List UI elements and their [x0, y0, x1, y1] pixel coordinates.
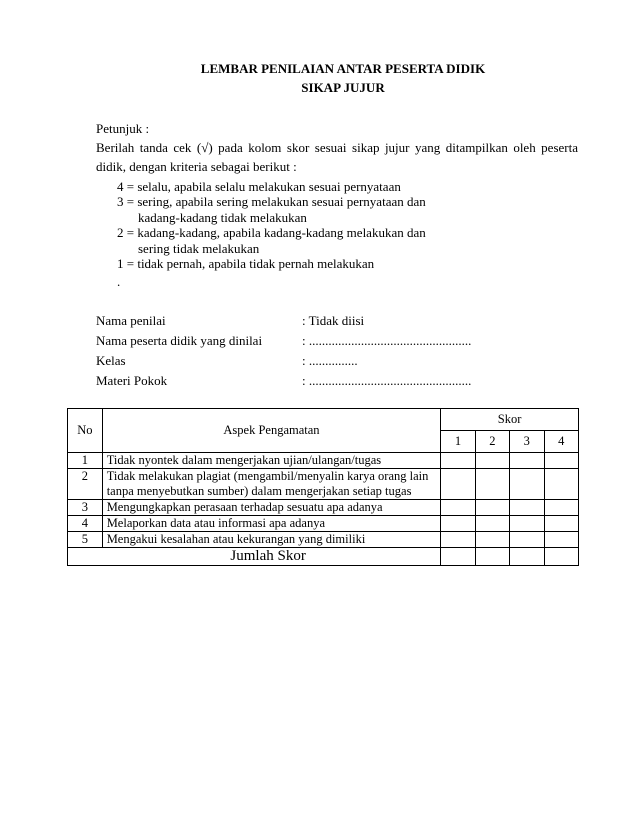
- score-cell[interactable]: [544, 532, 579, 548]
- info-label: Kelas: [96, 353, 126, 368]
- criteria-line-continued: kadang-kadang tidak melakukan: [138, 210, 307, 225]
- info-value: : ..................................................: [302, 333, 472, 348]
- total-row: [68, 548, 579, 566]
- instructions-label: Petunjuk :: [96, 121, 150, 136]
- row-no: 1: [68, 453, 103, 469]
- row-no: 2: [68, 469, 103, 500]
- criteria-line: 2 = kadang-kadang, apabila kadang-kadang melakukan dan: [117, 225, 426, 240]
- instructions-text: Berilah tanda cek (√) pada kolom skor sesuai sikap jujur yang ditampilkan oleh peserta didik, dengan kriteria sebagai berikut :: [96, 140, 578, 174]
- table-row: [68, 500, 579, 516]
- total-score-cell[interactable]: [510, 548, 544, 566]
- score-cell[interactable]: [510, 500, 544, 516]
- score-cell[interactable]: [441, 532, 475, 548]
- info-row-assessor: [96, 311, 364, 331]
- row-aspect: Tidak nyontek dalam mengerjakan ujian/ulangan/tugas: [102, 453, 441, 469]
- criteria-line-continued: sering tidak melakukan: [138, 241, 260, 256]
- score-cell[interactable]: [510, 516, 544, 532]
- info-value: : ..................................................: [302, 373, 472, 388]
- score-cell[interactable]: [544, 469, 579, 500]
- score-cell[interactable]: [510, 469, 544, 500]
- info-label: Nama penilai: [96, 313, 166, 328]
- info-row-student: [96, 331, 471, 351]
- total-label: Jumlah Skor: [68, 548, 441, 566]
- score-cell[interactable]: [475, 453, 509, 469]
- info-row-subject: [96, 371, 471, 391]
- score-cell[interactable]: [510, 532, 544, 548]
- row-no: 4: [68, 516, 103, 532]
- header-no: No: [68, 409, 103, 453]
- trailing-dot: .: [117, 274, 121, 289]
- criteria-line: 3 = sering, apabila sering melakukan sesuai pernyataan dan: [117, 194, 426, 209]
- header-score-col: 3: [510, 431, 544, 453]
- criteria-item: [117, 256, 374, 272]
- score-cell[interactable]: [544, 500, 579, 516]
- header-score-col: 4: [544, 431, 579, 453]
- score-cell[interactable]: [441, 469, 475, 500]
- table-row: [68, 516, 579, 532]
- header-score-col: 1: [441, 431, 475, 453]
- total-score-cell[interactable]: [441, 548, 475, 566]
- score-cell[interactable]: [475, 469, 509, 500]
- header-aspect: Aspek Pengamatan: [102, 409, 441, 453]
- table-row: [68, 453, 579, 469]
- row-no: 3: [68, 500, 103, 516]
- score-cell[interactable]: [441, 453, 475, 469]
- score-cell[interactable]: [441, 516, 475, 532]
- score-cell[interactable]: [475, 500, 509, 516]
- row-aspect: Mengakui kesalahan atau kekurangan yang dimiliki: [102, 532, 441, 548]
- score-cell[interactable]: [510, 453, 544, 469]
- header-score: Skor: [441, 409, 579, 431]
- total-score-cell[interactable]: [544, 548, 579, 566]
- row-aspect: Mengungkapkan perasaan terhadap sesuatu apa adanya: [102, 500, 441, 516]
- row-no: 5: [68, 532, 103, 548]
- assessment-table: [67, 408, 579, 566]
- info-row-class: [96, 351, 358, 371]
- criteria-item: [117, 194, 426, 226]
- table-row: [68, 532, 579, 548]
- row-aspect: Tidak melakukan plagiat (mengambil/menyalin karya orang lain tanpa menyebutkan sumber) dalam mengerjakan setiap tugas: [102, 469, 441, 500]
- info-value: : ...............: [302, 353, 358, 368]
- info-label: Materi Pokok: [96, 373, 168, 388]
- criteria-line: 1 = tidak pernah, apabila tidak pernah melakukan: [117, 256, 375, 271]
- score-cell[interactable]: [441, 500, 475, 516]
- info-value: : Tidak diisi: [302, 313, 365, 328]
- page-subtitle: SIKAP JUJUR: [301, 80, 385, 95]
- table-row: [68, 469, 579, 500]
- header-score-col: 2: [475, 431, 509, 453]
- page-title: LEMBAR PENILAIAN ANTAR PESERTA DIDIK: [200, 61, 486, 76]
- score-cell[interactable]: [544, 516, 579, 532]
- criteria-item: [117, 225, 426, 257]
- total-score-cell[interactable]: [475, 548, 509, 566]
- criteria-line: 4 = selalu, apabila selalu melakukan sesuai pernyataan: [117, 179, 401, 194]
- row-aspect: Melaporkan data atau informasi apa adanya: [102, 516, 441, 532]
- info-label: Nama peserta didik yang dinilai: [96, 333, 263, 348]
- score-cell[interactable]: [544, 453, 579, 469]
- score-cell[interactable]: [475, 532, 509, 548]
- criteria-item: [117, 179, 401, 195]
- score-cell[interactable]: [475, 516, 509, 532]
